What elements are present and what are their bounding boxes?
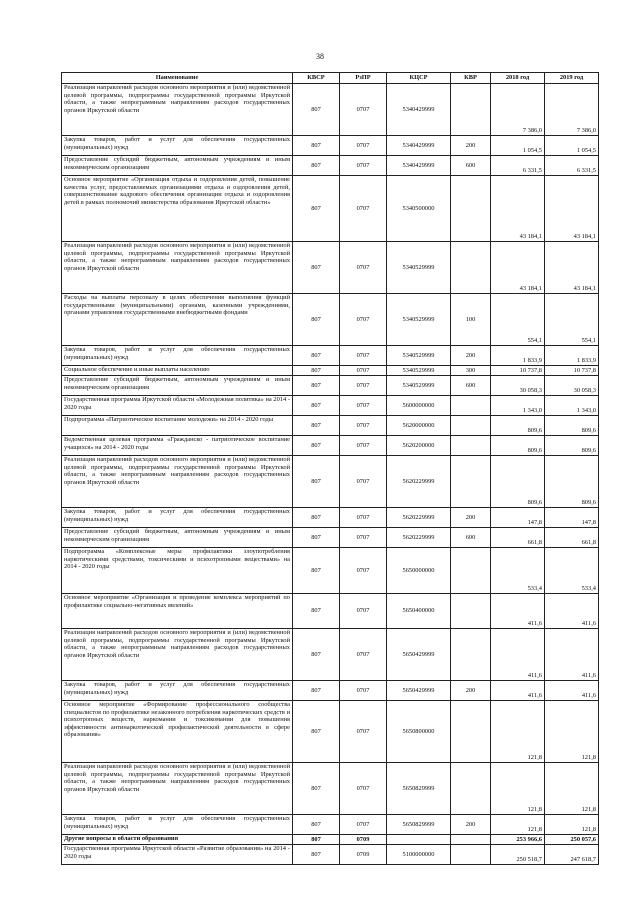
cell-name: Основное мероприятие «Организация отдыха и оздоровления детей, повышение качества услуг, предоставляемых организациями отдыха и оздоровления детей, совершенствование кадрового обеспечения организации отдыха и оздоровления детей в рамках полномочий министерства образования Иркутской области» bbox=[62, 176, 293, 242]
cell-2018: 121,8 bbox=[491, 815, 545, 835]
cell-rzpr: 0707 bbox=[340, 396, 387, 416]
cell-kvr: 300 bbox=[451, 366, 491, 376]
cell-2019: 809,6 bbox=[545, 436, 599, 456]
table-row bbox=[62, 416, 599, 436]
cell-kvsr: 807 bbox=[293, 366, 340, 376]
cell-name: Ведомственная целевая программа «Гражданско - патриотическое воспитание учащихся» на 2014 - 2020 годы bbox=[62, 436, 293, 456]
cell-rzpr: 0707 bbox=[340, 436, 387, 456]
cell-kvsr: 807 bbox=[293, 294, 340, 346]
header-kvr: КВР bbox=[451, 73, 491, 84]
cell-name: Закупка товаров, работ и услуг для обеспечения государственных (муниципальных) нужд bbox=[62, 346, 293, 366]
cell-2018: 661,8 bbox=[491, 528, 545, 548]
cell-name: Закупка товаров, работ и услуг для обеспечения государственных (муниципальных) нужд bbox=[62, 815, 293, 835]
cell-2019: 121,8 bbox=[545, 701, 599, 763]
cell-name: Основное мероприятие «Организация и проведение комплекса мероприятий по профилактике социально-негативных явлений» bbox=[62, 594, 293, 629]
cell-kvr: 200 bbox=[451, 136, 491, 156]
table-row bbox=[62, 845, 599, 865]
cell-2018: 7 386,0 bbox=[491, 84, 545, 136]
table-row bbox=[62, 376, 599, 396]
table-row bbox=[62, 396, 599, 416]
cell-kvr: 600 bbox=[451, 528, 491, 548]
cell-kvr bbox=[451, 84, 491, 136]
table-row bbox=[62, 681, 599, 701]
cell-kcsr: 5600000000 bbox=[387, 396, 451, 416]
cell-2018: 6 331,5 bbox=[491, 156, 545, 176]
cell-kcsr: 5340529999 bbox=[387, 366, 451, 376]
cell-kvsr: 807 bbox=[293, 346, 340, 366]
cell-kvsr: 807 bbox=[293, 681, 340, 701]
cell-name: Реализация направлений расходов основного мероприятия и (или) ведомственной целевой программы, подпрограммы государственной программы Иркутской области, а также непрограммным направлениям расходов государственных органов Иркутской области bbox=[62, 763, 293, 815]
table-row bbox=[62, 528, 599, 548]
cell-2019: 661,8 bbox=[545, 528, 599, 548]
table-row bbox=[62, 346, 599, 366]
cell-kvsr: 807 bbox=[293, 436, 340, 456]
cell-kvr: 200 bbox=[451, 508, 491, 528]
cell-kvsr: 807 bbox=[293, 548, 340, 594]
cell-2019: 147,8 bbox=[545, 508, 599, 528]
cell-name: Основное мероприятие «Формирование профессионального сообщества специалистов по профилактике незаконного потребления наркотических средств и психотропных веществ, наркомании и токсикомании для повышения эффективности антинаркотической профилактической деятельности в сфере образования» bbox=[62, 701, 293, 763]
cell-kvr bbox=[451, 835, 491, 845]
cell-2018: 250 518,7 bbox=[491, 845, 545, 865]
cell-kcsr: 5620229999 bbox=[387, 528, 451, 548]
cell-kcsr: 5650829999 bbox=[387, 763, 451, 815]
cell-kcsr: 5620229999 bbox=[387, 456, 451, 508]
cell-name: Подпрограмма «Комплексные меры профилактики злоупотребления наркотическими средствами, токсическими и психотропными веществами» на 2014 - 2020 годы bbox=[62, 548, 293, 594]
cell-kcsr: 5340529999 bbox=[387, 294, 451, 346]
cell-kvsr: 807 bbox=[293, 528, 340, 548]
table-row bbox=[62, 436, 599, 456]
header-rzpr: РзПР bbox=[340, 73, 387, 84]
cell-kcsr: 5650800000 bbox=[387, 701, 451, 763]
cell-2018: 147,8 bbox=[491, 508, 545, 528]
cell-kcsr: 5340529999 bbox=[387, 242, 451, 294]
cell-kcsr: 5340429999 bbox=[387, 84, 451, 136]
cell-2019: 10 737,8 bbox=[545, 366, 599, 376]
cell-2018: 809,6 bbox=[491, 436, 545, 456]
cell-kvsr: 807 bbox=[293, 629, 340, 681]
cell-2019: 809,6 bbox=[545, 456, 599, 508]
cell-2018: 533,4 bbox=[491, 548, 545, 594]
cell-name: Реализация направлений расходов основного мероприятия и (или) ведомственной целевой программы, подпрограммы государственной программы Иркутской области, а также непрограммным направлениям расходов государственных органов Иркутской области bbox=[62, 456, 293, 508]
cell-kvsr: 807 bbox=[293, 136, 340, 156]
cell-kcsr: 5620200000 bbox=[387, 436, 451, 456]
cell-kcsr: 5650000000 bbox=[387, 548, 451, 594]
cell-kvsr: 807 bbox=[293, 156, 340, 176]
cell-name: Подпрограмма «Патриотическое воспитание молодежи» на 2014 - 2020 годы bbox=[62, 416, 293, 436]
cell-name: Закупка товаров, работ и услуг для обеспечения государственных (муниципальных) нужд bbox=[62, 681, 293, 701]
cell-kcsr: 5650429999 bbox=[387, 629, 451, 681]
cell-kvsr: 807 bbox=[293, 242, 340, 294]
cell-2019: 250 057,6 bbox=[545, 835, 599, 845]
header-2018: 2018 год bbox=[491, 73, 545, 84]
cell-kcsr: 5100000000 bbox=[387, 845, 451, 865]
cell-rzpr: 0707 bbox=[340, 763, 387, 815]
cell-2019: 1 833,9 bbox=[545, 346, 599, 366]
cell-name: Реализация направлений расходов основного мероприятия и (или) ведомственной целевой программы, подпрограммы государственной программы Иркутской области, а также непрограммным направлениям расходов государственных органов Иркутской области bbox=[62, 242, 293, 294]
cell-rzpr: 0707 bbox=[340, 548, 387, 594]
cell-2018: 1 343,0 bbox=[491, 396, 545, 416]
cell-kvsr: 807 bbox=[293, 396, 340, 416]
cell-kcsr: 5340529999 bbox=[387, 376, 451, 396]
cell-kvr: 200 bbox=[451, 681, 491, 701]
table-row bbox=[62, 594, 599, 629]
cell-rzpr: 0707 bbox=[340, 294, 387, 346]
cell-rzpr: 0707 bbox=[340, 594, 387, 629]
table-row bbox=[62, 366, 599, 376]
cell-name: Предоставление субсидий бюджетным, автономным учреждениям и иным некоммерческим организациям bbox=[62, 156, 293, 176]
cell-2018: 411,6 bbox=[491, 629, 545, 681]
table-row bbox=[62, 294, 599, 346]
table-row bbox=[62, 763, 599, 815]
cell-rzpr: 0707 bbox=[340, 508, 387, 528]
cell-2019: 1 343,0 bbox=[545, 396, 599, 416]
table-row bbox=[62, 136, 599, 156]
cell-2018: 253 966,6 bbox=[491, 835, 545, 845]
cell-rzpr: 0707 bbox=[340, 242, 387, 294]
cell-kcsr: 5340500000 bbox=[387, 176, 451, 242]
cell-2019: 411,6 bbox=[545, 681, 599, 701]
cell-rzpr: 0707 bbox=[340, 84, 387, 136]
cell-kvr: 200 bbox=[451, 815, 491, 835]
cell-rzpr: 0707 bbox=[340, 528, 387, 548]
cell-kcsr: 5340429999 bbox=[387, 156, 451, 176]
cell-kvsr: 807 bbox=[293, 835, 340, 845]
cell-2019: 121,8 bbox=[545, 763, 599, 815]
cell-kcsr: 5620000000 bbox=[387, 416, 451, 436]
header-kvsr: КВСР bbox=[293, 73, 340, 84]
table-row bbox=[62, 84, 599, 136]
cell-2019: 43 184,1 bbox=[545, 176, 599, 242]
cell-name: Предоставление субсидий бюджетным, автономным учреждениям и иным некоммерческим организациям bbox=[62, 376, 293, 396]
cell-kvsr: 807 bbox=[293, 763, 340, 815]
cell-kvr: 200 bbox=[451, 346, 491, 366]
table-header-row bbox=[62, 73, 599, 84]
cell-2018: 809,6 bbox=[491, 416, 545, 436]
cell-kvr bbox=[451, 396, 491, 416]
cell-rzpr: 0707 bbox=[340, 701, 387, 763]
cell-2019: 411,6 bbox=[545, 594, 599, 629]
cell-kvr bbox=[451, 548, 491, 594]
cell-2018: 121,8 bbox=[491, 763, 545, 815]
cell-name: Государственная программа Иркутской области «Развитие образования» на 2014 - 2020 годы bbox=[62, 845, 293, 865]
cell-2019: 533,4 bbox=[545, 548, 599, 594]
cell-2019: 411,6 bbox=[545, 629, 599, 681]
header-kcsr: КЦСР bbox=[387, 73, 451, 84]
cell-2019: 247 618,7 bbox=[545, 845, 599, 865]
cell-name: Реализация направлений расходов основного мероприятия и (или) ведомственной целевой программы, подпрограммы государственной программы Иркутской области, а также непрограммным направлениям расходов государственных органов Иркутской области bbox=[62, 84, 293, 136]
cell-name: Предоставление субсидий бюджетным, автономным учреждениям и иным некоммерческим организациям bbox=[62, 528, 293, 548]
cell-kvr: 600 bbox=[451, 376, 491, 396]
cell-rzpr: 0707 bbox=[340, 156, 387, 176]
cell-kvr: 600 bbox=[451, 156, 491, 176]
cell-2018: 43 184,1 bbox=[491, 176, 545, 242]
cell-kvsr: 807 bbox=[293, 701, 340, 763]
cell-kvsr: 807 bbox=[293, 176, 340, 242]
cell-2018: 809,6 bbox=[491, 456, 545, 508]
cell-2018: 30 058,3 bbox=[491, 376, 545, 396]
cell-name: Социальное обеспечение и иные выплаты населению bbox=[62, 366, 293, 376]
cell-2018: 43 184,1 bbox=[491, 242, 545, 294]
cell-rzpr: 0707 bbox=[340, 376, 387, 396]
cell-2018: 411,6 bbox=[491, 594, 545, 629]
cell-name: Расходы на выплаты персоналу в целях обеспечения выполнения функций государственными (муниципальными) органами, казенными учреждениями, органами управления государственными внебюджетными фондами bbox=[62, 294, 293, 346]
cell-rzpr: 0707 bbox=[340, 176, 387, 242]
table-row bbox=[62, 835, 599, 845]
page-number: 38 bbox=[316, 52, 324, 61]
table-row bbox=[62, 815, 599, 835]
cell-2019: 43 184,1 bbox=[545, 242, 599, 294]
cell-kcsr: 5340429999 bbox=[387, 136, 451, 156]
cell-rzpr: 0709 bbox=[340, 835, 387, 845]
cell-kcsr: 5340529999 bbox=[387, 346, 451, 366]
cell-rzpr: 0707 bbox=[340, 136, 387, 156]
cell-kvsr: 807 bbox=[293, 84, 340, 136]
cell-kvr bbox=[451, 629, 491, 681]
cell-kvr bbox=[451, 456, 491, 508]
cell-2019: 7 386,0 bbox=[545, 84, 599, 136]
cell-kvsr: 807 bbox=[293, 416, 340, 436]
cell-kvsr: 807 bbox=[293, 508, 340, 528]
cell-2019: 554,1 bbox=[545, 294, 599, 346]
cell-kvsr: 807 bbox=[293, 594, 340, 629]
cell-kvr bbox=[451, 176, 491, 242]
table-row bbox=[62, 156, 599, 176]
budget-table bbox=[61, 72, 599, 865]
cell-rzpr: 0707 bbox=[340, 416, 387, 436]
cell-kvr bbox=[451, 242, 491, 294]
cell-kvr bbox=[451, 845, 491, 865]
cell-2018: 411,6 bbox=[491, 681, 545, 701]
cell-2019: 809,6 bbox=[545, 416, 599, 436]
cell-2019: 6 331,5 bbox=[545, 156, 599, 176]
cell-kvr bbox=[451, 416, 491, 436]
cell-2018: 1 833,9 bbox=[491, 346, 545, 366]
cell-kvsr: 807 bbox=[293, 815, 340, 835]
cell-rzpr: 0707 bbox=[340, 366, 387, 376]
cell-2018: 10 737,8 bbox=[491, 366, 545, 376]
cell-2019: 1 054,5 bbox=[545, 136, 599, 156]
cell-kvr bbox=[451, 594, 491, 629]
table-row bbox=[62, 548, 599, 594]
table-row bbox=[62, 456, 599, 508]
cell-rzpr: 0707 bbox=[340, 815, 387, 835]
cell-kvr bbox=[451, 763, 491, 815]
cell-name: Закупка товаров, работ и услуг для обеспечения государственных (муниципальных) нужд bbox=[62, 508, 293, 528]
cell-kcsr bbox=[387, 835, 451, 845]
table-row bbox=[62, 508, 599, 528]
cell-kcsr: 5650429999 bbox=[387, 681, 451, 701]
header-2019: 2019 год bbox=[545, 73, 599, 84]
cell-kvr bbox=[451, 436, 491, 456]
header-name: Наименование bbox=[62, 73, 293, 84]
table-row bbox=[62, 176, 599, 242]
cell-kvsr: 807 bbox=[293, 456, 340, 508]
cell-rzpr: 0707 bbox=[340, 456, 387, 508]
cell-kvr bbox=[451, 701, 491, 763]
cell-rzpr: 0709 bbox=[340, 845, 387, 865]
cell-kcsr: 5620229999 bbox=[387, 508, 451, 528]
cell-kvsr: 807 bbox=[293, 376, 340, 396]
cell-rzpr: 0707 bbox=[340, 346, 387, 366]
cell-name: Другие вопросы в области образования bbox=[62, 835, 293, 845]
cell-2019: 30 058,3 bbox=[545, 376, 599, 396]
cell-kvr: 100 bbox=[451, 294, 491, 346]
cell-2019: 121,8 bbox=[545, 815, 599, 835]
cell-2018: 121,8 bbox=[491, 701, 545, 763]
table-row bbox=[62, 701, 599, 763]
cell-rzpr: 0707 bbox=[340, 681, 387, 701]
cell-name: Государственная программа Иркутской области «Молодежная политика» на 2014 - 2020 годы bbox=[62, 396, 293, 416]
cell-name: Реализация направлений расходов основного мероприятия и (или) ведомственной целевой программы, подпрограммы государственной программы Иркутской области, а также непрограммным направлениям расходов государственных органов Иркутской области bbox=[62, 629, 293, 681]
table-row bbox=[62, 629, 599, 681]
cell-kcsr: 5650829999 bbox=[387, 815, 451, 835]
cell-rzpr: 0707 bbox=[340, 629, 387, 681]
cell-name: Закупка товаров, работ и услуг для обеспечения государственных (муниципальных) нужд bbox=[62, 136, 293, 156]
table-row bbox=[62, 242, 599, 294]
cell-2018: 1 054,5 bbox=[491, 136, 545, 156]
cell-kvsr: 807 bbox=[293, 845, 340, 865]
cell-2018: 554,1 bbox=[491, 294, 545, 346]
cell-kcsr: 5650400000 bbox=[387, 594, 451, 629]
